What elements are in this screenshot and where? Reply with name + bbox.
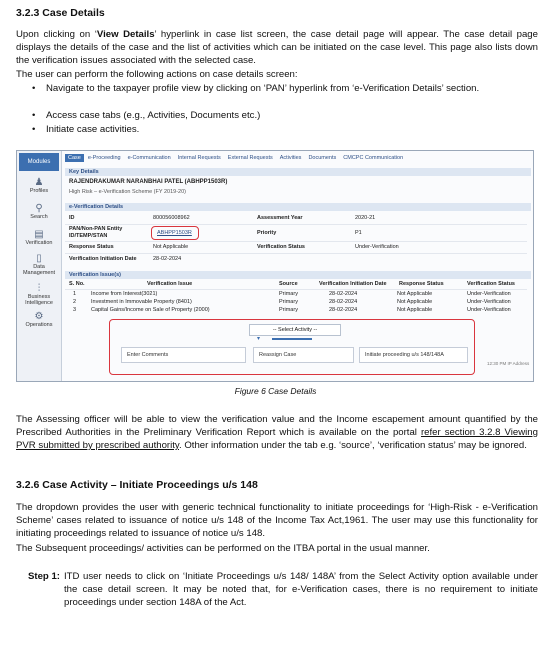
- tab-internal-requests[interactable]: Internal Requests: [177, 155, 221, 161]
- sidebar-item-verification[interactable]: ▤ Verification: [19, 229, 59, 246]
- case-details-screenshot: [16, 150, 534, 382]
- column-header: Verification Status: [467, 281, 515, 287]
- scheme-label: High Risk – e-Verification Scheme (FY 2019-20): [69, 189, 186, 195]
- verification-icon: ▤: [34, 229, 44, 240]
- field-value: 2020-21: [355, 215, 376, 221]
- table-cell: 1: [73, 291, 77, 297]
- sidebar: [17, 151, 62, 381]
- person-icon: ♟: [34, 177, 44, 188]
- tab-external-requests[interactable]: External Requests: [227, 155, 273, 161]
- dropdown-paragraph: The dropdown provides the user with generic technical functionality to initiate proceedings for ‘High-Risk - e-Verification Scheme’ cases related to issuance of notice u/s 148 of the Income Tax Act,1961. The user may use this functionality for initiating proceedings related to issuance of notice u/s 148.: [16, 502, 538, 539]
- table-cell: Not Applicable: [397, 307, 433, 313]
- chart-icon: ⫶: [37, 283, 41, 294]
- search-icon: ⚲: [35, 203, 43, 214]
- actions-intro: The user can perform the following actions on case details screen:: [16, 69, 298, 80]
- sidebar-item-operations[interactable]: ⚙ Operations: [19, 311, 59, 328]
- field-label: ID: [69, 215, 75, 221]
- section-heading-case-details: 3.2.3 Case Details: [16, 7, 105, 19]
- field-value: 800056008962: [153, 215, 190, 221]
- figure-caption: Figure 6 Case Details: [234, 386, 317, 396]
- field-label: Response Status: [69, 244, 114, 250]
- field-label: Verification Status: [257, 244, 305, 250]
- table-cell: 3: [73, 307, 77, 313]
- e-verification-details-header: e-Verification Details: [65, 203, 531, 211]
- sidebar-item-business-intelligence[interactable]: ⫶ Business Intelligence: [19, 283, 59, 306]
- file-icon: ▯: [36, 253, 42, 264]
- field-label: Priority: [257, 230, 277, 236]
- modules-button[interactable]: Modules: [19, 153, 59, 171]
- sidebar-item-profiles[interactable]: ♟ Profiles: [19, 177, 59, 194]
- field-value: Not Applicable: [153, 244, 189, 250]
- step-text: ITD user needs to click on ‘Initiate Proceedings u/s 148/ 148A’ from the Select Activity option available under the case detail screen. It may be noted that, for e-Verification cases, there is no requirement to initiate proceedings under section 148A of the Act.: [64, 571, 538, 608]
- tab-e-communication[interactable]: e-Communication: [127, 155, 171, 161]
- tab-case[interactable]: Case: [65, 154, 84, 162]
- table-cell: 28-02-2024: [329, 299, 358, 305]
- field-label: PAN/Non-PAN Entity ID/TEMP/STAN: [69, 226, 123, 239]
- table-cell: Primary: [279, 299, 298, 305]
- table-cell: Under-Verification: [467, 307, 511, 313]
- timestamp: 12:30 PM IP Address: [487, 361, 530, 366]
- table-cell: Primary: [279, 291, 298, 297]
- chevron-down-icon: ▾: [257, 336, 261, 342]
- bullet-item: • Access case tabs (e.g., Activities, Documents etc.): [46, 109, 538, 122]
- table-cell: 2: [73, 299, 77, 305]
- initiate-proceeding-option[interactable]: Initiate proceeding u/s 148/148A: [359, 347, 468, 363]
- column-header: Verification Issue: [147, 281, 193, 287]
- step-1: [28, 570, 538, 609]
- table-cell: Capital Gains/Income on Sale of Property (2000): [91, 307, 210, 313]
- section-heading-initiate-proceedings: 3.2.6 Case Activity – Initiate Proceedings u/s 148: [16, 479, 258, 491]
- table-cell: 28-02-2024: [329, 307, 358, 313]
- case-tabs: [65, 154, 407, 165]
- pan-highlight: [151, 226, 199, 240]
- column-header: Response Status: [399, 281, 444, 287]
- sidebar-item-data-management[interactable]: ▯ Data Management: [19, 253, 59, 276]
- table-cell: Under-Verification: [467, 291, 511, 297]
- table-cell: Not Applicable: [397, 291, 433, 297]
- case-details-paragraph: Upon clicking on ‘View Details’ hyperlink in case list screen, the case detail page will appear. The case detail page displays the details of the case and the list of activities which can be initiated on the case level. This page also lists down the verification issues associated with the selected case.: [16, 29, 538, 66]
- field-label: Assessment Year: [257, 215, 303, 221]
- verification-issues-header: Verification Issue(s): [65, 271, 531, 279]
- sidebar-item-search[interactable]: ⚲ Search: [19, 203, 59, 220]
- reassign-case-option[interactable]: Reassign Case: [253, 347, 354, 363]
- select-activity-dropdown[interactable]: -- Select Activity --: [249, 324, 341, 336]
- tab-e-proceeding[interactable]: e-Proceeding: [87, 155, 121, 161]
- enter-comments-field[interactable]: Enter Comments: [121, 347, 246, 363]
- tab-activities[interactable]: Activities: [279, 155, 302, 161]
- step-label: Step 1:: [28, 571, 60, 582]
- table-cell: Not Applicable: [397, 299, 433, 305]
- taxpayer-name: RAJENDRAKUMAR NARANBHAI PATEL (ABHPP1503R): [69, 179, 228, 185]
- column-header: S. No.: [69, 281, 85, 287]
- table-cell: Primary: [279, 307, 298, 313]
- table-cell: Income from Interest(3021): [91, 291, 158, 297]
- column-header: Source: [279, 281, 298, 287]
- subsequent-paragraph: The Subsequent proceedings/ activities can be performed on the ITBA portal in the usual manner.: [16, 543, 430, 554]
- field-value: 28-02-2024: [153, 256, 182, 262]
- field-value: P1: [355, 230, 362, 236]
- column-header: Verification Initiation Date: [319, 281, 387, 287]
- bullet-item: • Navigate to the taxpayer profile view by clicking on ‘PAN’ hyperlink from ‘e-Verification Details’ section.: [46, 82, 538, 95]
- pvr-paragraph: The Assessing officer will be able to view the verification value and the Income escapement amount quantified by the Prescribed Authorities in the Preliminary Verification Report which is available on the portal refer section 3.2.8 Viewing PVR submitted by prescribed authority. Other information under the tab e.g. ‘source’, ‘verification status’ may be ignored.: [16, 414, 538, 451]
- gear-icon: ⚙: [34, 311, 44, 322]
- tab-documents[interactable]: Documents: [308, 155, 337, 161]
- pan-link[interactable]: ABHPP1503R: [157, 230, 192, 236]
- table-cell: Under-Verification: [467, 299, 511, 305]
- field-value: Under-Verification: [355, 244, 399, 250]
- field-label: Verification Initiation Date: [69, 256, 137, 262]
- dropdown-indicator: [272, 338, 312, 340]
- section-link[interactable]: refer section 3.2.8 Viewing PVR submitted by prescribed authority: [16, 427, 538, 451]
- key-details-header: Key Details: [65, 168, 531, 176]
- tab-cmcpc-communication[interactable]: CMCPC Communication: [343, 155, 404, 161]
- table-cell: 28-02-2024: [329, 291, 358, 297]
- table-cell: Investment in Immovable Property (8401): [91, 299, 192, 305]
- bullet-item: • Initiate case activities.: [46, 123, 538, 136]
